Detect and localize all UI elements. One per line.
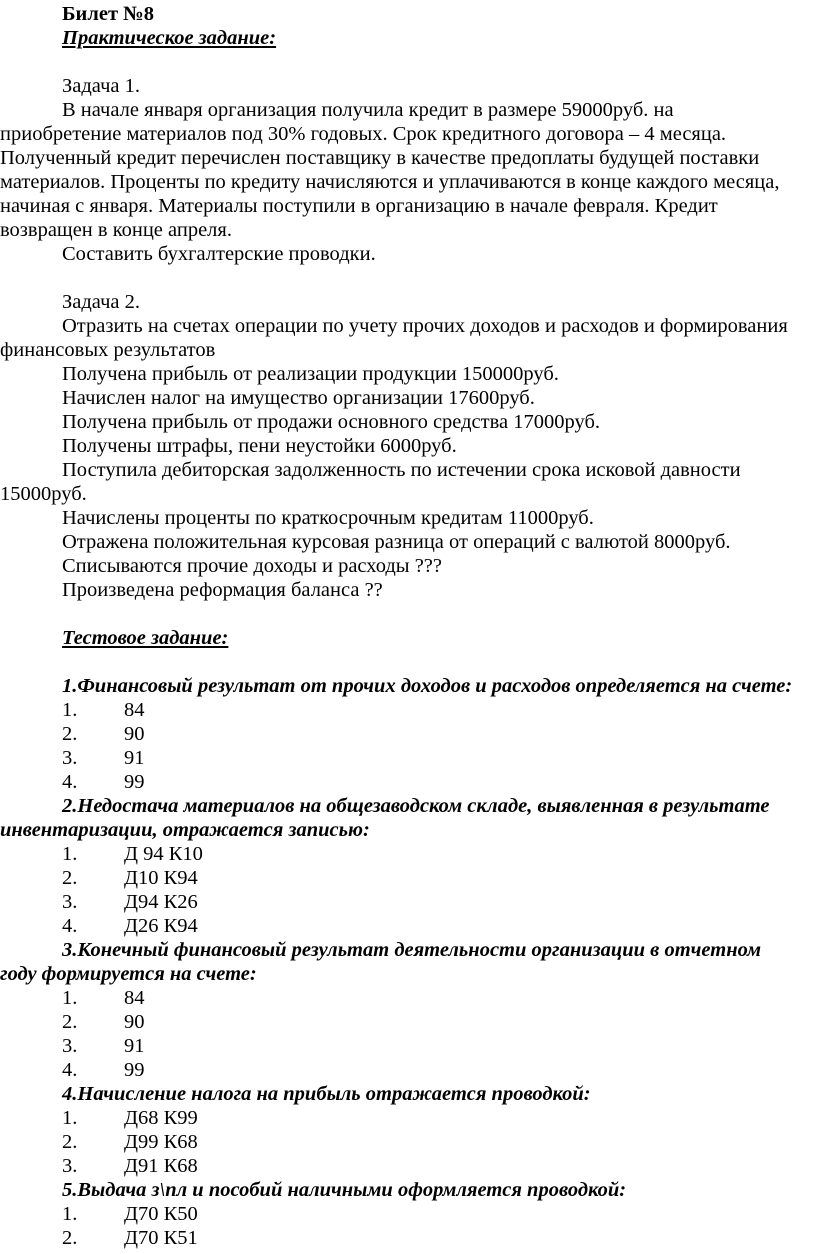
question-3: 3.Конечный финансовый результат деятельности организации в отчетном	[62, 939, 762, 961]
option-value: Д 94 К10	[124, 843, 203, 865]
option-number: 1.	[62, 843, 78, 865]
question-1: 1.Финансовый результат от прочих доходов и расходов определяется на счете:	[62, 675, 793, 697]
option-value: 90	[124, 1011, 145, 1033]
answer-option	[0, 1226, 816, 1250]
option-value: Д99 К68	[124, 1131, 198, 1153]
option-value: 90	[124, 723, 145, 745]
option-number: 4.	[62, 915, 78, 937]
option-value: Д70 К50	[124, 1203, 198, 1225]
answer-option	[0, 986, 816, 1010]
task2-item: Отражена положительная курсовая разница от операций с валютой 8000руб.	[62, 531, 731, 553]
answer-option	[0, 698, 816, 722]
task2-intro: Отразить на счетах операции по учету прочих доходов и расходов и формирования	[62, 315, 788, 337]
option-number: 2.	[62, 867, 78, 889]
answer-option	[0, 1154, 816, 1178]
answer-option	[0, 890, 816, 914]
answer-option	[0, 770, 816, 794]
task2-item: Начислен налог на имущество организации 17600руб.	[62, 387, 535, 409]
question-4: 4.Начисление налога на прибыль отражается проводкой:	[62, 1083, 591, 1105]
answer-option	[0, 1058, 816, 1082]
answer-option	[0, 1106, 816, 1130]
answer-option	[0, 914, 816, 938]
task2-item: Начислены проценты по краткосрочным кредитам 11000руб.	[62, 507, 594, 529]
option-number: 4.	[62, 771, 78, 793]
option-value: 99	[124, 771, 145, 793]
test-heading: Тестовое задание:	[62, 627, 229, 649]
task1-line: начиная с января. Материалы поступили в организацию в начале февраля. Кредит	[0, 195, 718, 217]
option-number: 1.	[62, 1107, 78, 1129]
task2-item-continuation: 15000руб.	[0, 483, 87, 505]
ticket-title: Билет №8	[62, 3, 155, 25]
question-5: 5.Выдача з\пл и пособий наличными оформляется проводкой:	[62, 1179, 627, 1201]
option-number: 2.	[62, 1011, 78, 1033]
task2-item: Списываются прочие доходы и расходы ???	[62, 555, 443, 577]
task1-line: приобретение материалов под 30% годовых. Срок кредитного договора – 4 месяца.	[0, 123, 727, 145]
question-3-cont: году формируется на счете:	[0, 963, 257, 985]
option-value: Д94 К26	[124, 891, 198, 913]
answer-option	[0, 1034, 816, 1058]
task1-line: возвращен в конце апреля.	[0, 219, 232, 241]
option-value: Д91 К68	[124, 1155, 198, 1177]
option-number: 2.	[62, 1131, 78, 1153]
task1-instruction: Составить бухгалтерские проводки.	[62, 243, 376, 265]
option-value: Д70 К51	[124, 1227, 198, 1249]
task2-intro: финансовых результатов	[0, 339, 216, 361]
answer-option	[0, 842, 816, 866]
option-number: 2.	[62, 723, 78, 745]
answer-option	[0, 866, 816, 890]
task2-item: Получены штрафы, пени неустойки 6000руб.	[62, 435, 457, 457]
option-value: 84	[124, 987, 145, 1009]
task2-item: Поступила дебиторская задолженность по истечении срока исковой давности	[62, 459, 741, 481]
option-number: 3.	[62, 891, 78, 913]
option-value: 91	[124, 747, 145, 769]
task2-item: Получена прибыль от реализации продукции 150000руб.	[62, 363, 559, 385]
question-2: 2.Недостача материалов на общезаводском складе, выявленная в результате	[62, 795, 770, 817]
option-value: Д10 К94	[124, 867, 198, 889]
option-value: 91	[124, 1035, 145, 1057]
option-number: 1.	[62, 699, 78, 721]
task2-item: Произведена реформация баланса ??	[62, 579, 383, 601]
option-value: Д68 К99	[124, 1107, 198, 1129]
question-2-cont: инвентаризации, отражается записью:	[0, 819, 370, 841]
option-number: 4.	[62, 1059, 78, 1081]
option-value: 84	[124, 699, 145, 721]
option-number: 3.	[62, 1155, 78, 1177]
option-number: 1.	[62, 1203, 78, 1225]
answer-option	[0, 1130, 816, 1154]
option-value: Д26 К94	[124, 915, 198, 937]
answer-option	[0, 746, 816, 770]
answer-option	[0, 1010, 816, 1034]
task2-item: Получена прибыль от продажи основного средства 17000руб.	[62, 411, 601, 433]
answer-option	[0, 1202, 816, 1226]
answer-option	[0, 722, 816, 746]
task1-line: Полученный кредит перечислен поставщику в качестве предоплаты будущей поставки	[0, 147, 760, 169]
practical-task-heading: Практическое задание:	[62, 27, 277, 49]
option-value: 99	[124, 1059, 145, 1081]
task1-line: В начале января организация получила кредит в размере 59000руб. на	[62, 99, 674, 121]
option-number: 3.	[62, 1035, 78, 1057]
option-number: 2.	[62, 1227, 78, 1249]
task2-title: Задача 2.	[62, 291, 140, 313]
task1-line: материалов. Проценты по кредиту начисляются и уплачиваются в конце каждого месяца,	[0, 171, 780, 193]
task1-title: Задача 1.	[62, 75, 140, 97]
option-number: 1.	[62, 987, 78, 1009]
option-number: 3.	[62, 747, 78, 769]
